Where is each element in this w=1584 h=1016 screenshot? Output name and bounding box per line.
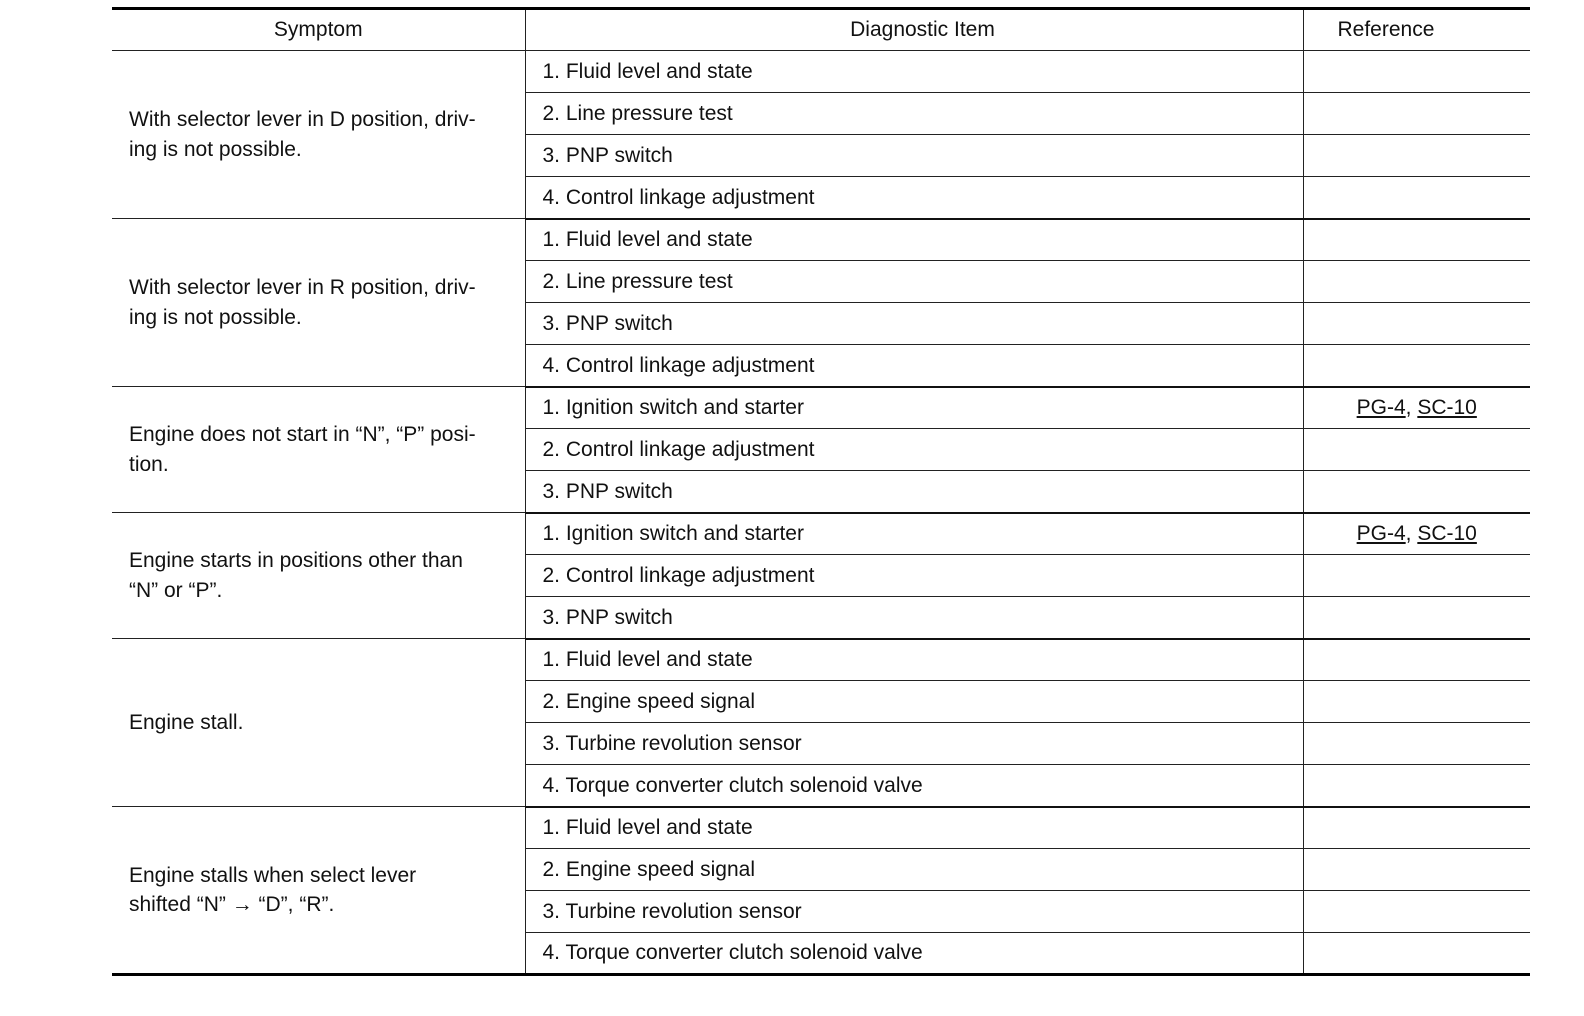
symptom-text: Engine starts in positions other than xyxy=(129,549,463,573)
symptom-text: With selector lever in D position, driv- xyxy=(129,108,476,132)
reference-link[interactable]: PG-4 xyxy=(1356,396,1406,420)
reference-cell xyxy=(1303,933,1530,975)
reference-cell xyxy=(1303,177,1530,219)
diagnostic-item: 3. PNP switch xyxy=(525,597,1303,639)
symptom-cell xyxy=(112,807,525,975)
symptom-text: ing is not possible. xyxy=(129,305,302,329)
table-row xyxy=(112,219,1530,261)
reference-separator: , xyxy=(1405,522,1418,546)
table-row xyxy=(112,639,1530,681)
diagnostic-item: 1. Ignition switch and starter xyxy=(525,387,1303,429)
diagnostic-item: 2. Engine speed signal xyxy=(525,681,1303,723)
diagnostic-item: 3. PNP switch xyxy=(525,471,1303,513)
reference-link[interactable]: PG-4 xyxy=(1356,522,1406,546)
diagnostic-item: 3. Turbine revolution sensor xyxy=(525,723,1303,765)
diagnostic-item: 2. Line pressure test xyxy=(525,261,1303,303)
reference-cell xyxy=(1303,681,1530,723)
diagnostic-item: 2. Control linkage adjustment xyxy=(525,429,1303,471)
reference-cell xyxy=(1303,219,1530,261)
diagnostic-item: 4. Torque converter clutch solenoid valve xyxy=(525,765,1303,807)
reference-cell xyxy=(1303,303,1530,345)
reference-cell xyxy=(1303,807,1530,849)
header-diagnostic-item: Diagnostic Item xyxy=(525,9,1303,51)
reference-link[interactable]: SC-10 xyxy=(1417,522,1477,546)
diagnostic-item: 2. Line pressure test xyxy=(525,93,1303,135)
diagnostic-item: 2. Control linkage adjustment xyxy=(525,555,1303,597)
reference-cell xyxy=(1303,345,1530,387)
reference-cell xyxy=(1303,597,1530,639)
reference-cell xyxy=(1303,765,1530,807)
reference-cell xyxy=(1303,135,1530,177)
symptom-text: With selector lever in R position, driv- xyxy=(129,276,476,300)
table-row xyxy=(112,513,1530,555)
table-row xyxy=(112,387,1530,429)
reference-cell xyxy=(1303,849,1530,891)
symptom-text: tion. xyxy=(129,452,169,476)
diagnostic-item: 1. Fluid level and state xyxy=(525,639,1303,681)
diagnostic-item: 1. Fluid level and state xyxy=(525,219,1303,261)
reference-cell xyxy=(1303,471,1530,513)
symptom-text: Engine does not start in “N”, “P” posi- xyxy=(129,423,476,447)
reference-cell xyxy=(1303,429,1530,471)
diagnostic-item: 3. Turbine revolution sensor xyxy=(525,891,1303,933)
diagnostic-item: 4. Control linkage adjustment xyxy=(525,345,1303,387)
table-header-row xyxy=(112,9,1530,51)
symptom-text: Engine stall. xyxy=(129,710,244,734)
reference-link[interactable]: SC-10 xyxy=(1417,396,1477,420)
symptom-cell xyxy=(112,387,525,513)
table-row xyxy=(112,51,1530,93)
reference-cell xyxy=(1303,639,1530,681)
reference-cell xyxy=(1303,387,1530,429)
diagnostic-item: 1. Fluid level and state xyxy=(525,51,1303,93)
table-row xyxy=(112,807,1530,849)
diagnostic-item: 3. PNP switch xyxy=(525,135,1303,177)
symptom-text: ing is not possible. xyxy=(129,137,302,161)
reference-cell xyxy=(1303,93,1530,135)
symptom-text: “N” or “P”. xyxy=(129,578,223,602)
header-reference: Reference xyxy=(1303,9,1530,51)
header-symptom: Symptom xyxy=(112,9,525,51)
diagnostic-item: 2. Engine speed signal xyxy=(525,849,1303,891)
diagnostic-item: 4. Control linkage adjustment xyxy=(525,177,1303,219)
diagnostic-item: 1. Fluid level and state xyxy=(525,807,1303,849)
reference-cell xyxy=(1303,723,1530,765)
symptom-cell xyxy=(112,219,525,387)
table-body xyxy=(112,51,1530,975)
diagnostic-table xyxy=(112,7,1530,976)
symptom-text: Engine stalls when select lever xyxy=(129,863,417,887)
symptom-cell xyxy=(112,51,525,219)
reference-cell xyxy=(1303,51,1530,93)
reference-cell xyxy=(1303,891,1530,933)
symptom-cell xyxy=(112,513,525,639)
reference-cell xyxy=(1303,513,1530,555)
reference-separator: , xyxy=(1405,396,1418,420)
symptom-text: shifted “N” → “D”, “R”. xyxy=(129,893,335,916)
reference-cell xyxy=(1303,555,1530,597)
diagnostic-item: 3. PNP switch xyxy=(525,303,1303,345)
diagnostic-item: 1. Ignition switch and starter xyxy=(525,513,1303,555)
diagnostic-item: 4. Torque converter clutch solenoid valve xyxy=(525,933,1303,975)
reference-cell xyxy=(1303,261,1530,303)
symptom-cell xyxy=(112,639,525,807)
